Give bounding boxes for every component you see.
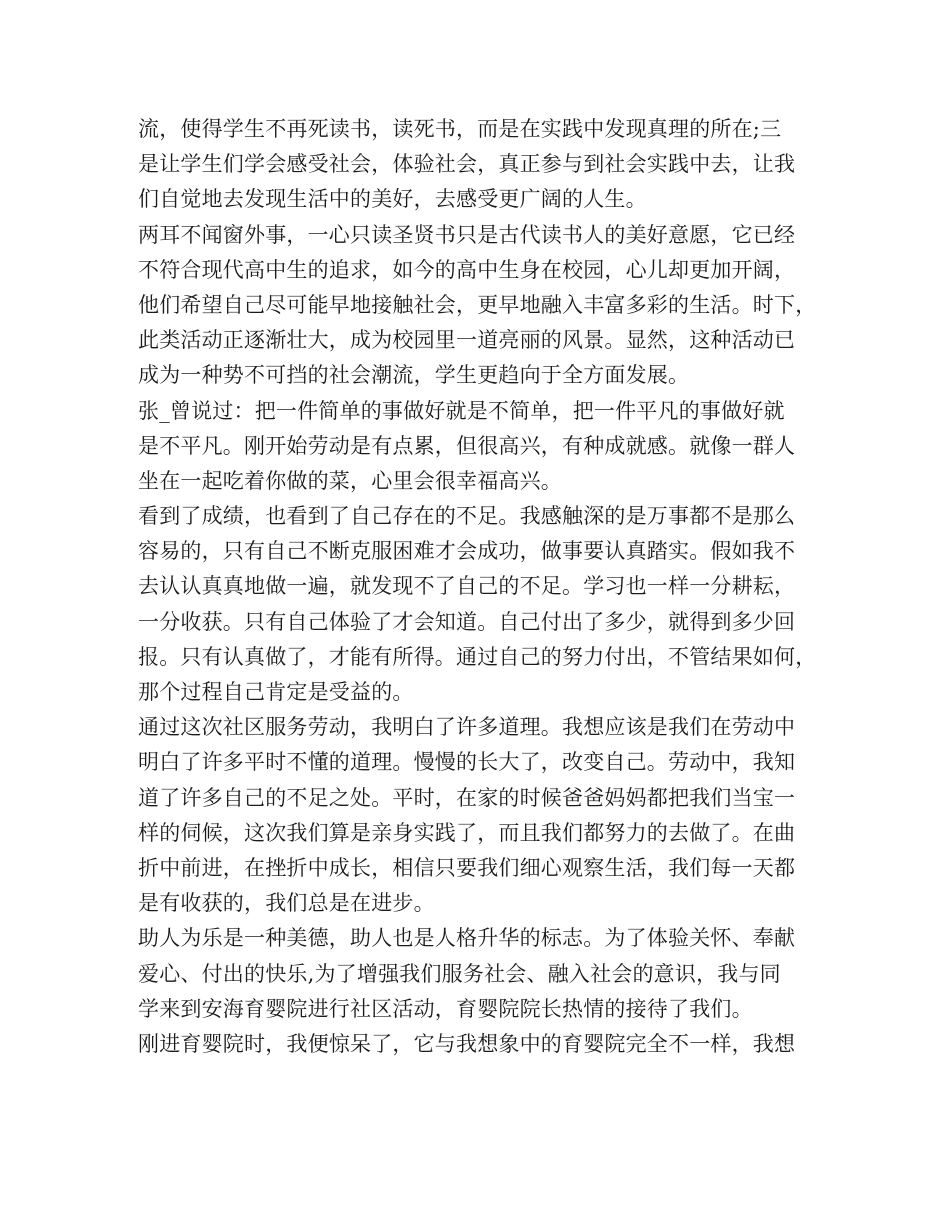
text-line: 那个过程自己肯定是受益的。 xyxy=(138,680,414,704)
text-line: 折中前进，在挫折中成长，相信只要我们细心观察生活，我们每一天都 xyxy=(138,855,796,880)
text-line: 他们希望自己尽可能早地接触社会，更早地融入丰富多彩的生活。时下， xyxy=(138,292,817,317)
text-line: 是不平凡。刚开始劳动是有点累，但很高兴，有种成就感。就像一群人 xyxy=(138,433,796,458)
text-line: 样的伺候，这次我们算是亲身实践了，而且我们都努力的去做了。在曲 xyxy=(138,820,796,845)
text-line: 报。只有认真做了，才能有所得。通过自己的努力付出，不管结果如何， xyxy=(138,644,817,669)
text-line: 刚进育婴院时，我便惊呆了，它与我想象中的育婴院完全不一样，我想 xyxy=(138,1031,796,1056)
text-line: 们自觉地去发现生活中的美好，去感受更广阔的人生。 xyxy=(138,187,647,212)
text-line: 是有收获的，我们总是在进步。 xyxy=(138,891,435,916)
text-line: 一分收获。只有自己体验了才会知道。自己付出了多少，就得到多少回 xyxy=(138,609,796,634)
text-line: 学来到安海育婴院进行社区活动，育婴院院长热情的接待了我们。 xyxy=(138,996,753,1021)
text-line: 张_曾说过：把一件简单的事做好就是不简单，把一件平凡的事做好就 xyxy=(138,398,785,423)
text-line: 道了许多自己的不足之处。平时，在家的时候爸爸妈妈都把我们当宝一 xyxy=(138,785,796,810)
text-line: 去认认真真地做一遍，就发现不了自己的不足。学习也一样一分耕耘， xyxy=(138,574,796,599)
text-line: 流，使得学生不再死读书，读死书，而是在实践中发现真理的所在;三 xyxy=(138,117,782,141)
text-line: 成为一种势不可挡的社会潮流，学生更趋向于全方面发展。 xyxy=(138,363,690,388)
text-line: 容易的，只有自己不断克服困难才会成功，做事要认真踏实。假如我不 xyxy=(138,539,796,564)
text-line: 通过这次社区服务劳动，我明白了许多道理。我想应该是我们在劳动中 xyxy=(138,715,796,740)
text-line: 不符合现代高中生的追求，如今的高中生身在校园，心儿却更加开阔， xyxy=(138,257,796,282)
text-line: 看到了成绩，也看到了自己存在的不足。我感触深的是万事都不是那么 xyxy=(138,504,796,529)
text-line: 两耳不闻窗外事，一心只读圣贤书只是古代读书人的美好意愿，它已经 xyxy=(138,222,796,247)
document-body xyxy=(138,112,828,1062)
text-line: 助人为乐是一种美德，助人也是人格升华的标志。为了体验关怀、奉献 xyxy=(138,926,796,951)
text-line: 坐在一起吃着你做的菜，心里会很幸福高兴。 xyxy=(138,468,562,493)
text-line: 明白了许多平时不懂的道理。慢慢的长大了，改变自己。劳动中，我知 xyxy=(138,750,796,775)
text-line: 此类活动正逐渐壮大，成为校园里一道亮丽的风景。显然，这种活动已 xyxy=(138,328,796,353)
text-line: 是让学生们学会感受社会，体验社会，真正参与到社会实践中去，让我 xyxy=(138,152,796,177)
text-line: 爱心、付出的快乐,为了增强我们服务社会、融入社会的意识，我与同 xyxy=(138,961,781,986)
